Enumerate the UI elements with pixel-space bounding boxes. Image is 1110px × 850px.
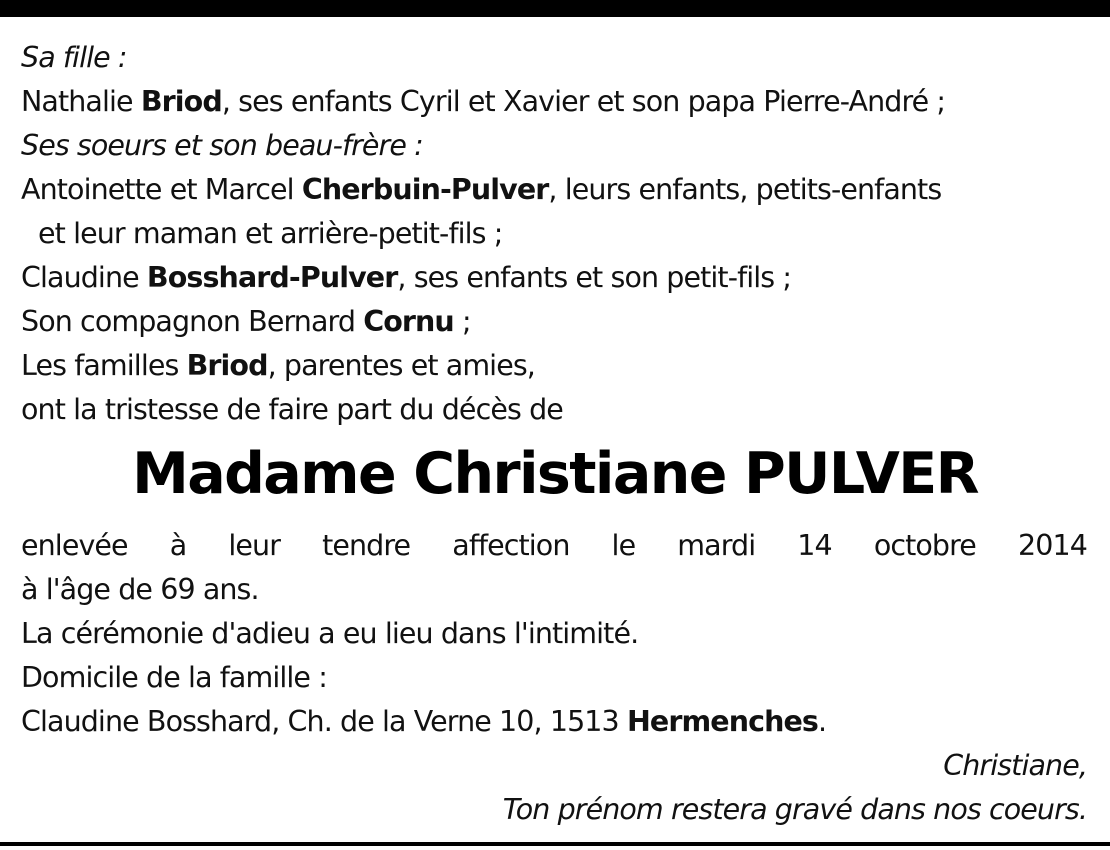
families-line-pre: Les familles xyxy=(21,349,187,382)
sister1-line xyxy=(21,168,1087,212)
deceased-name: Madame Christiane PULVER xyxy=(132,441,978,507)
ceremony-line: La cérémonie d'adieu a eu lieu dans l'intimité. xyxy=(21,617,639,650)
companion-line xyxy=(21,300,1087,344)
sister2-surname: Bosshard-Pulver xyxy=(146,261,398,294)
death-line-word: mardi xyxy=(677,529,756,562)
domicile-heading: Domicile de la famille : xyxy=(21,661,327,694)
death-line-word: octobre xyxy=(873,529,976,562)
companion-surname: Cornu xyxy=(363,305,454,338)
sister2-line-pre: Claudine xyxy=(21,261,147,294)
daughter-heading: Sa fille : xyxy=(21,41,127,74)
age-line: à l'âge de 69 ans. xyxy=(21,573,259,606)
death-line-word: à xyxy=(169,529,187,562)
companion-line-post: ; xyxy=(453,305,471,338)
companion-line-pre: Son compagnon Bernard xyxy=(21,305,364,338)
daughter-line-post: , ses enfants Cyril et Xavier et son papa Pierre-André ; xyxy=(221,85,946,118)
closing-line-1: Christiane, xyxy=(943,749,1087,782)
sister1-continuation: et leur maman et arrière-petit-fils ; xyxy=(38,217,503,250)
address-town: Hermenches xyxy=(626,705,818,738)
death-line-word: le xyxy=(611,529,636,562)
closing-line-2: Ton prénom restera gravé dans nos coeurs. xyxy=(502,793,1087,826)
address-line-post: . xyxy=(817,705,827,738)
death-line-word: affection xyxy=(452,529,570,562)
announcement-line: ont la tristesse de faire part du décès de xyxy=(21,393,563,426)
bottom-border-rule xyxy=(0,842,1110,846)
family-list xyxy=(21,36,1087,432)
death-line-word: leur xyxy=(228,529,281,562)
death-details xyxy=(21,524,1087,832)
sister1-line-pre: Antoinette et Marcel xyxy=(21,173,302,206)
sister2-line xyxy=(21,256,1087,300)
families-line xyxy=(21,344,1087,388)
address-line-pre: Claudine Bosshard, Ch. de la Verne 10, 1513 xyxy=(21,705,627,738)
families-surname: Briod xyxy=(186,349,268,382)
families-line-post: , parentes et amies, xyxy=(267,349,535,382)
sisters-heading: Ses soeurs et son beau-frère : xyxy=(21,129,423,162)
sister1-surname: Cherbuin-Pulver xyxy=(301,173,549,206)
death-line-word: enlevée xyxy=(21,529,128,562)
daughter-line-pre: Nathalie xyxy=(21,85,141,118)
top-border-rule xyxy=(0,0,1110,17)
death-date-line xyxy=(21,524,1087,568)
sister2-line-post: , ses enfants et son petit-fils ; xyxy=(397,261,792,294)
death-line-word: 14 xyxy=(797,529,832,562)
sister1-line-post: , leurs enfants, petits-enfants xyxy=(548,173,942,206)
daughter-surname: Briod xyxy=(140,85,222,118)
death-line-word: tendre xyxy=(322,529,411,562)
address-line xyxy=(21,700,1087,744)
daughter-line xyxy=(21,80,1087,124)
death-line-word: 2014 xyxy=(1018,529,1087,562)
